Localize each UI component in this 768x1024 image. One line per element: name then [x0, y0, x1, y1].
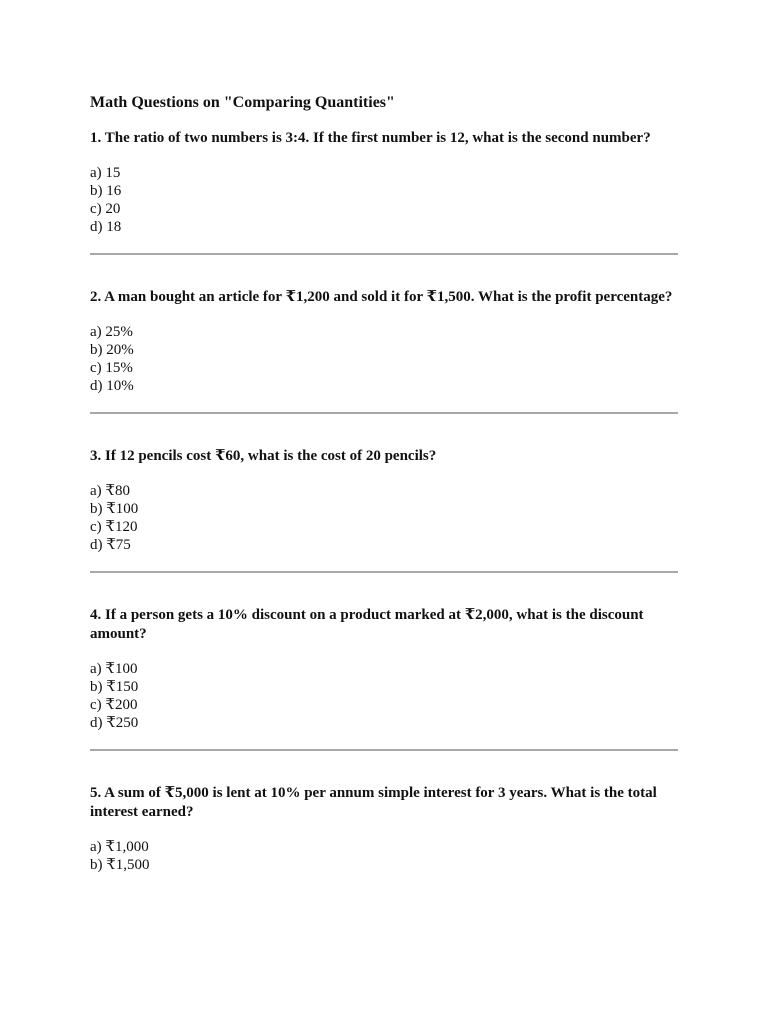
question-divider [90, 571, 678, 573]
option-d: d) ₹250 [90, 715, 139, 731]
option-d: d) 18 [90, 219, 122, 235]
options-list [90, 323, 678, 395]
question-2 [90, 288, 678, 395]
option-c: c) 15% [90, 360, 133, 376]
option-a: a) ₹1,000 [90, 839, 149, 855]
question-divider [90, 749, 678, 751]
option-a: a) 15 [90, 165, 121, 181]
question-text: 3. If 12 pencils cost ₹60, what is the cost of 20 pencils? [90, 448, 437, 464]
option-b: b) ₹100 [90, 501, 139, 517]
option-a: a) ₹80 [90, 483, 130, 499]
option-d: d) 10% [90, 378, 134, 394]
options-list [90, 482, 678, 554]
option-b: b) ₹1,500 [90, 857, 150, 873]
question-1 [90, 129, 678, 236]
question-text: 1. The ratio of two numbers is 3:4. If the first number is 12, what is the second number? [90, 130, 651, 146]
question-5 [90, 784, 678, 874]
document-title: Math Questions on "Comparing Quantities" [90, 94, 395, 111]
options-list [90, 164, 678, 236]
option-c: c) 20 [90, 201, 121, 217]
option-a: a) ₹100 [90, 661, 138, 677]
option-b: b) 20% [90, 342, 134, 358]
question-text: 5. A sum of ₹5,000 is lent at 10% per annum simple interest for 3 years. What is the total interest earned? [90, 785, 657, 820]
options-list [90, 838, 678, 874]
options-list [90, 660, 678, 732]
option-c: c) ₹200 [90, 697, 138, 713]
question-3 [90, 447, 678, 554]
option-a: a) 25% [90, 324, 133, 340]
option-d: d) ₹75 [90, 537, 131, 553]
document-page [90, 93, 678, 874]
question-4 [90, 606, 678, 732]
question-text: 2. A man bought an article for ₹1,200 and sold it for ₹1,500. What is the profit percentage? [90, 289, 673, 305]
option-c: c) ₹120 [90, 519, 138, 535]
question-text: 4. If a person gets a 10% discount on a product marked at ₹2,000, what is the discount amount? [90, 607, 644, 642]
option-b: b) ₹150 [90, 679, 139, 695]
question-divider [90, 253, 678, 255]
option-b: b) 16 [90, 183, 122, 199]
question-divider [90, 412, 678, 414]
